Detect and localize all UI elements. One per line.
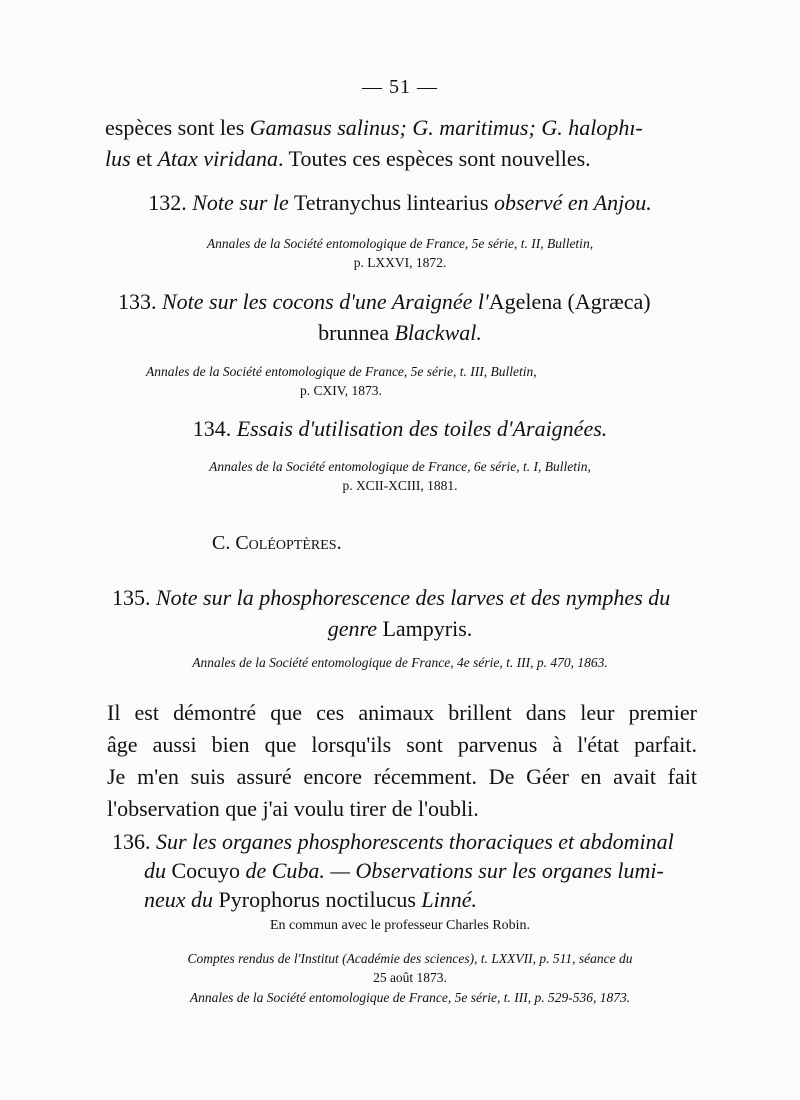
- intro-text: et: [130, 146, 158, 171]
- citation-line: Comptes rendus de l'Institut (Académie des sciences), t. LXXVII, p. 511, séance du: [187, 951, 633, 966]
- paragraph-line: Je m'en suis assuré encore récemment. De Géer en avait fait: [107, 764, 697, 789]
- title-italic: Note sur la phosphorescence des larves et des nymphes du: [156, 585, 671, 610]
- title-italic: Sur les organes phosphorescents thoraciques et abdominal: [156, 829, 674, 854]
- citation-line: Annales de la Société entomologique de France, 4e série, t. III, p. 470, 1863.: [192, 655, 608, 670]
- paragraph: [107, 697, 697, 793]
- collaboration-note: En commun avec le professeur Charles Robin.: [269, 918, 531, 933]
- entry-134-citation: [100, 457, 700, 495]
- entry-135-title-line-2: [60, 614, 740, 644]
- citation-line: Annales de la Société entomologique de France, 5e série, t. II, Bulletin,: [206, 236, 594, 251]
- title-italic: genre: [327, 616, 377, 641]
- species-name: Cocuyo: [171, 858, 240, 883]
- entry-134-title: [60, 414, 740, 444]
- entry-136-title-line-2: [144, 856, 744, 886]
- entry-number: 136.: [112, 829, 151, 854]
- species-name: Lampyris.: [382, 616, 473, 641]
- entry-135-title-line-1: [112, 583, 752, 613]
- citation-line: p. CXIV, 1873.: [300, 383, 382, 398]
- entry-136-citation-2: [110, 988, 710, 1007]
- title-italic: Note sur le: [192, 190, 289, 215]
- intro-text: espèces sont les: [105, 115, 250, 140]
- paragraph-line: âge aussi bien que lorsqu'ils sont parvenus à l'état parfait.: [107, 732, 697, 757]
- entry-133-title-line-2: [60, 318, 740, 348]
- author-name: Blackwal.: [394, 320, 482, 345]
- entry-number: 132.: [148, 190, 187, 215]
- species-name: lus: [105, 146, 131, 171]
- paragraph-line: Il est démontré que ces animaux brillent dans leur premier: [107, 700, 697, 725]
- entry-136-citation-1: [110, 949, 710, 987]
- species-name: Atax viridana: [157, 146, 278, 171]
- species-name: Agelena (Agræca): [488, 289, 651, 314]
- entry-135-citation: [80, 653, 720, 672]
- citation-line: p. LXXVI, 1872.: [353, 255, 447, 270]
- page-number: — 51 —: [362, 76, 438, 98]
- entry-number: 134.: [192, 416, 232, 441]
- species-name: Tetranychus lintearius: [293, 190, 489, 215]
- citation-line: 25 août 1873.: [373, 970, 447, 985]
- entry-132-citation: [100, 234, 700, 272]
- author-name: Linné.: [421, 887, 478, 912]
- entry-132-title: [60, 188, 740, 218]
- species-names: Gamasus salinus; G. maritimus; G. halophı-: [249, 115, 643, 140]
- citation-line: Annales de la Société entomologique de France, 5e série, t. III, p. 529-536, 1873.: [189, 990, 631, 1005]
- intro-line-1: [105, 112, 725, 144]
- title-italic: observé en Anjou.: [493, 190, 652, 215]
- species-name: Pyrophorus noctilucus: [218, 887, 416, 912]
- citation-line: Annales de la Société entomologique de France, 5e série, t. III, Bulletin,: [146, 364, 537, 379]
- entry-136-title-line-3: [144, 885, 744, 915]
- intro-text: . Toutes ces espèces sont nouvelles.: [277, 146, 591, 171]
- title-italic: Note sur les cocons d'une Araignée l': [162, 289, 489, 314]
- citation-line: p. XCII-XCIII, 1881.: [342, 478, 458, 493]
- entry-133-citation: [146, 362, 706, 400]
- species-name: brunnea: [318, 320, 389, 345]
- title-italic: de Cuba. — Observations sur les organes lumi-: [245, 858, 664, 883]
- title-italic: du: [144, 858, 166, 883]
- intro-line-2: [105, 143, 725, 175]
- entry-number: 133.: [118, 289, 157, 314]
- title-italic: neux du: [144, 887, 214, 912]
- entry-136-title-line-1: [112, 827, 752, 857]
- citation-line: Annales de la Société entomologique de France, 6e série, t. I, Bulletin,: [209, 459, 591, 474]
- paragraph-last-line: l'observation que j'ai voulu tirer de l'oubli.: [107, 796, 479, 821]
- section-heading: C. Coléoptères.: [212, 532, 342, 554]
- title-italic: Essais d'utilisation des toiles d'Araignées.: [236, 416, 608, 441]
- entry-number: 135.: [112, 585, 151, 610]
- entry-133-title-line-1: [118, 287, 718, 317]
